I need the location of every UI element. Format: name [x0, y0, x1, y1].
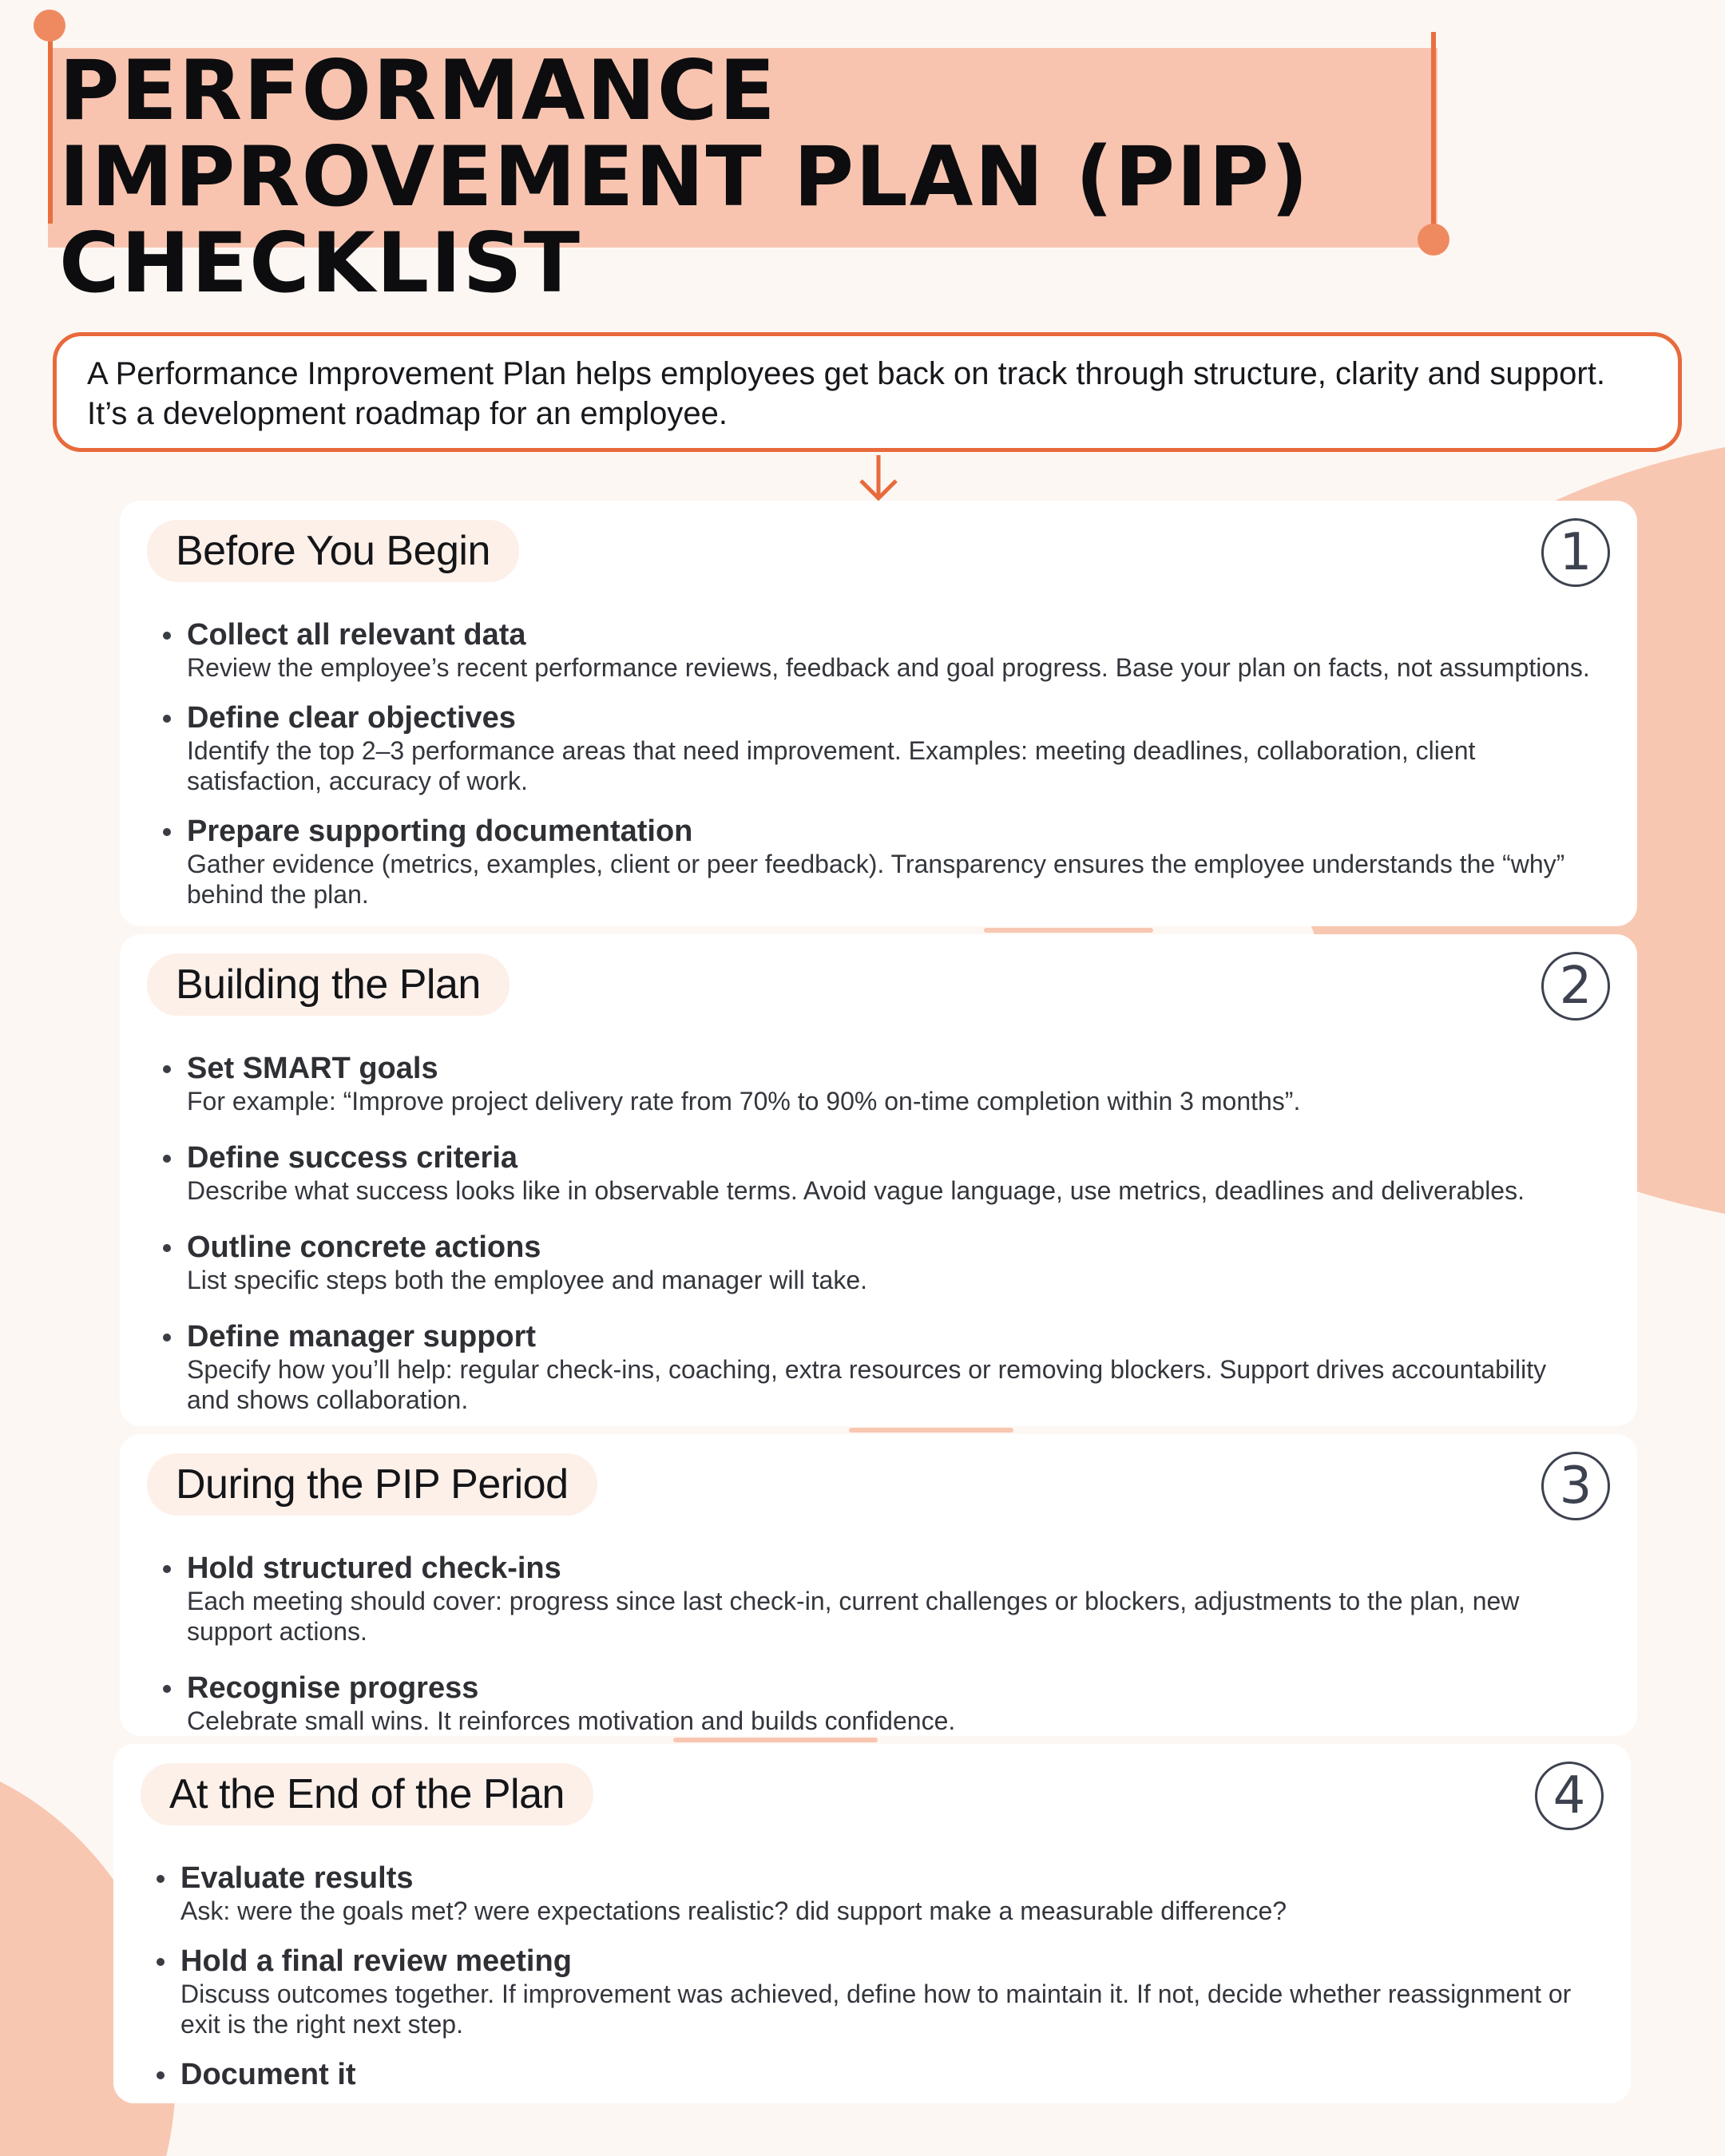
section-number-badge: 3	[1541, 1452, 1610, 1520]
item-description: List specific steps both the employee and manager will take.	[187, 1266, 868, 1294]
title-accent-line-left	[48, 24, 53, 224]
list-item	[187, 700, 1610, 796]
section-number-badge: 4	[1535, 1762, 1604, 1830]
list-item	[187, 1051, 1610, 1116]
list-item	[180, 1861, 1604, 1926]
section-at-the-end-of-the-plan	[113, 1744, 1631, 2103]
item-title: Document it	[180, 2058, 356, 2091]
item-description: Each meeting should cover: progress since last check-in, current challenges or blockers, adjustments to the plan, new support actions.	[187, 1587, 1520, 1646]
list-item	[180, 2057, 1604, 2092]
section-heading: Building the Plan	[147, 953, 510, 1016]
section-connector	[673, 1738, 878, 1742]
item-description: Discuss outcomes together. If improvement was achieved, define how to maintain it. If not, decide whether reassignment or exit is the right next step.	[180, 1980, 1572, 2039]
page-title-line-1: PERFORMANCE	[59, 43, 777, 139]
page-title-line-2: IMPROVEMENT PLAN (PIP)	[59, 129, 1311, 225]
item-title: Collect all relevant data	[187, 618, 526, 652]
page-title	[59, 43, 1311, 311]
section-before-you-begin	[120, 501, 1637, 926]
item-description: Review the employee’s recent performance reviews, feedback and goal progress. Base your plan on facts, not assumptions.	[187, 653, 1590, 682]
arrow-down-icon	[855, 454, 902, 503]
item-description: Describe what success looks like in observable terms. Avoid vague language, use metrics, deadlines and deliverables.	[187, 1176, 1525, 1205]
item-title: Define clear objectives	[187, 701, 516, 735]
item-title: Prepare supporting documentation	[187, 814, 693, 848]
list-item	[187, 617, 1610, 683]
item-description: Gather evidence (metrics, examples, client or peer feedback). Transparency ensures the employee understands the “why” behind the plan.	[187, 850, 1565, 909]
section-heading: At the End of the Plan	[141, 1763, 593, 1825]
title-accent-line-right	[1431, 32, 1436, 240]
list-item	[187, 1230, 1610, 1295]
item-title: Outline concrete actions	[187, 1231, 541, 1264]
section-number-badge: 2	[1541, 952, 1610, 1021]
item-description: Celebrate small wins. It reinforces motivation and builds confidence.	[187, 1706, 956, 1735]
section-building-the-plan	[120, 934, 1637, 1426]
section-during-the-pip-period	[120, 1434, 1637, 1736]
page-title-line-3: CHECKLIST	[59, 216, 581, 311]
section-heading: During the PIP Period	[147, 1453, 597, 1516]
checklist	[147, 617, 1610, 910]
list-item	[187, 1140, 1610, 1206]
section-connector	[849, 1428, 1013, 1433]
item-description: Specify how you’ll help: regular check-ins, coaching, extra resources or removing blockers. Support drives accountability and shows collaboration.	[187, 1355, 1547, 1414]
item-title: Hold a final review meeting	[180, 1944, 572, 1978]
item-description: For example: “Improve project delivery rate from 70% to 90% on-time completion within 3 months”.	[187, 1087, 1301, 1116]
list-item	[180, 1944, 1604, 2039]
section-heading: Before You Begin	[147, 520, 519, 582]
checklist	[141, 1861, 1604, 2092]
item-title: Recognise progress	[187, 1671, 479, 1705]
item-description: Identify the top 2–3 performance areas that need improvement. Examples: meeting deadlines, collaboration, client satisfaction, accuracy of work.	[187, 736, 1476, 795]
item-title: Define manager support	[187, 1320, 537, 1353]
list-item	[187, 1671, 1610, 1736]
section-connector	[984, 928, 1153, 933]
item-title: Evaluate results	[180, 1861, 414, 1895]
checklist	[147, 1051, 1610, 1415]
title-accent-dot-right	[1418, 224, 1449, 256]
checklist	[147, 1551, 1610, 1736]
list-item	[187, 1319, 1610, 1415]
item-description: Ask: were the goals met? were expectations realistic? did support make a measurable difference?	[180, 1896, 1287, 1925]
title-accent-dot-left	[34, 10, 65, 42]
title-block	[48, 24, 1453, 311]
item-title: Define success criteria	[187, 1141, 518, 1175]
list-item	[187, 1551, 1610, 1647]
item-title: Hold structured check-ins	[187, 1552, 561, 1585]
intro-box: A Performance Improvement Plan helps employees get back on track through structure, clarity and support. It’s a development roadmap for an employee.	[53, 332, 1682, 452]
item-title: Set SMART goals	[187, 1052, 438, 1085]
section-number-badge: 1	[1541, 518, 1610, 587]
list-item	[187, 814, 1610, 910]
